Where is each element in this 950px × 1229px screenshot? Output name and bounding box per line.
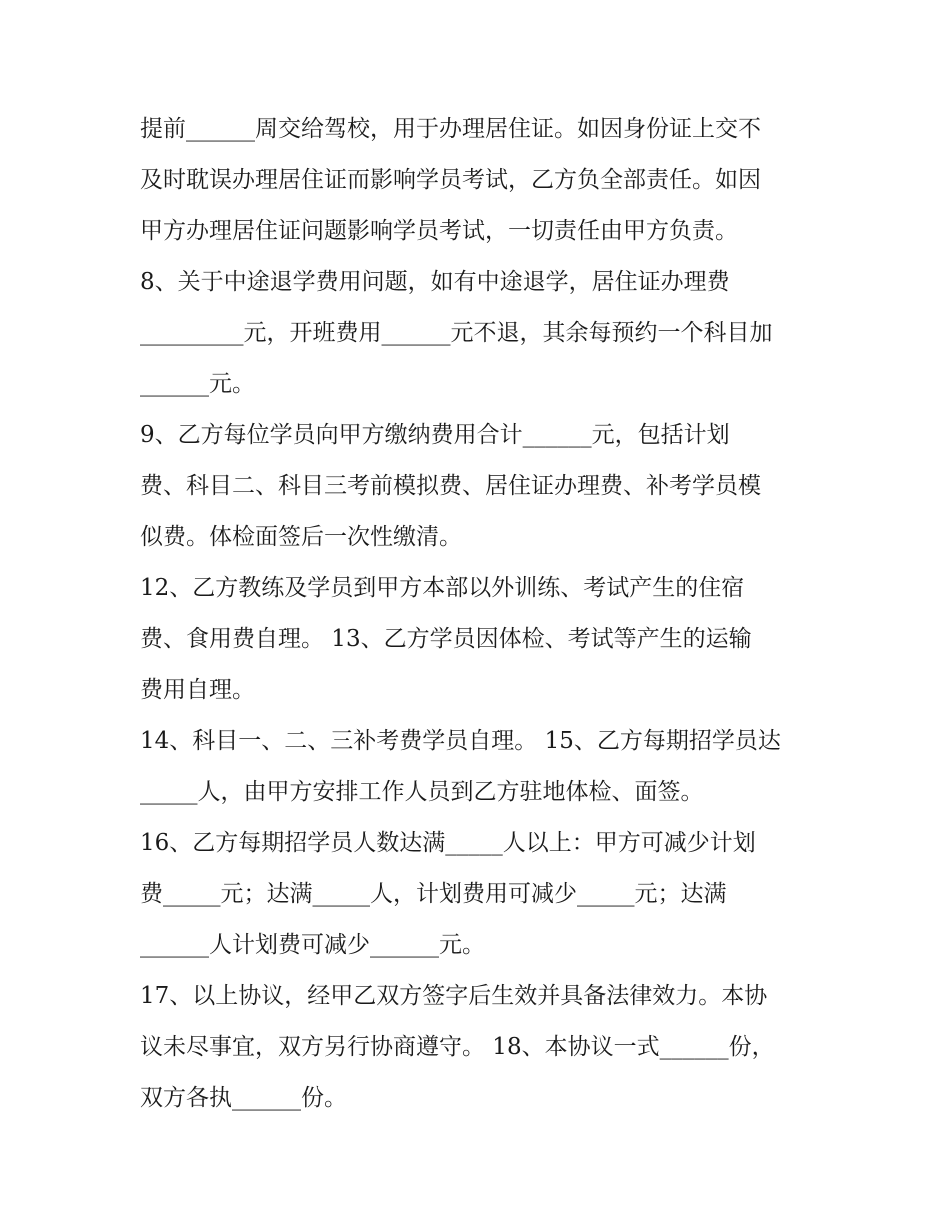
text-line-16: 费_____元；达满_____人，计划费用可减少_____元；达满 [140, 881, 727, 907]
text-line-9: 似费。体检面签后一次性缴清。 [140, 524, 462, 550]
text-line-3: 甲方办理居住证问题影响学员考试，一切责任由甲方负责。 [140, 218, 738, 244]
text-line-6: ______元。 [140, 371, 255, 397]
text-line-20: 双方各执______份。 [140, 1085, 347, 1111]
text-line-2: 及时耽误办理居住证而影响学员考试，乙方负全部责任。如因 [140, 167, 761, 193]
text-line-5: _________元，开班费用______元不退，其余每预约一个科目加 [140, 320, 773, 346]
text-line-14: _____人，由甲方安排工作人员到乙方驻地体检、面签。 [140, 779, 704, 805]
text-line-18: 17、以上协议，经甲乙双方签字后生效并具备法律效力。本协 [140, 983, 768, 1009]
text-line-15: 16、乙方每期招学员人数达满_____人以上：甲方可减少计划 [140, 830, 756, 856]
text-line-12: 费用自理。 [140, 677, 255, 703]
document-body [140, 104, 830, 1124]
text-line-10: 12、乙方教练及学员到甲方本部以外训练、考试产生的住宿 [140, 575, 745, 601]
text-line-17: ______人计划费可减少______元。 [140, 932, 485, 958]
text-line-8: 费、科目二、科目三考前模拟费、居住证办理费、补考学员模 [140, 473, 761, 499]
text-line-7: 9、乙方每位学员向甲方缴纳费用合计______元，包括计划 [140, 422, 730, 448]
text-line-1: 提前______周交给驾校，用于办理居住证。如因身份证上交不 [140, 116, 761, 142]
text-line-19: 议未尽事宜，双方另行协商遵守。 18、本协议一式______份， [140, 1034, 775, 1060]
text-line-13: 14、科目一、二、三补考费学员自理。 15、乙方每期招学员达 [140, 728, 781, 754]
text-line-4: 8、关于中途退学费用问题，如有中途退学，居住证办理费 [140, 269, 730, 295]
text-line-11: 费、食用费自理。 13、乙方学员因体检、考试等产生的运输 [140, 626, 752, 652]
